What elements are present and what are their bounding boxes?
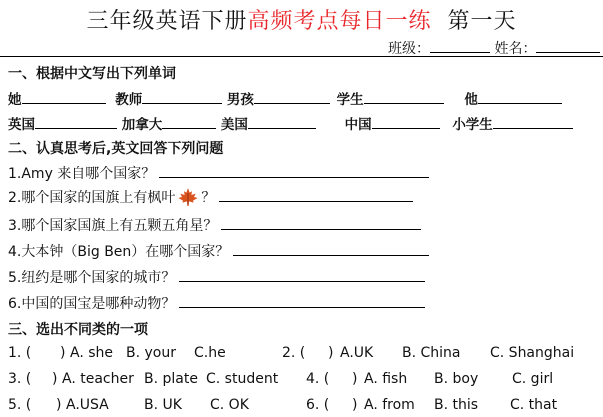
answer-line[interactable] (221, 215, 421, 230)
option-b[interactable]: B. plate (144, 371, 198, 387)
question-text: 4.大本钟（Big Ben）在哪个国家？ (8, 244, 230, 260)
word-prompt: 中国 (344, 117, 372, 133)
answer-blank[interactable] (248, 114, 316, 129)
answer-blank[interactable] (364, 89, 444, 104)
option-b[interactable]: B. your (126, 345, 176, 361)
option-b[interactable]: B. UK (144, 397, 182, 413)
option-c[interactable]: C. Shanghai (490, 345, 575, 361)
word-prompt: 学生 (336, 92, 364, 108)
choice-num: 6. ( (306, 397, 330, 413)
choice-close: ) (352, 371, 358, 387)
option-a[interactable]: A.UK (340, 345, 374, 361)
choice-num: 4. ( (306, 371, 330, 387)
option-a[interactable]: A.USA (66, 397, 109, 413)
word-row-1 (8, 88, 562, 108)
class-field[interactable] (430, 38, 490, 53)
option-b[interactable]: B. boy (434, 371, 479, 387)
option-c[interactable]: C.he (194, 345, 226, 361)
section2-heading: 二、认真思考后,英文回答下列问题 (8, 141, 224, 157)
option-a[interactable]: A. fish (364, 371, 408, 387)
choice-num: 1. ( (8, 345, 32, 361)
choice-num: 3. ( (8, 371, 32, 387)
class-label: 班级： (388, 41, 430, 57)
option-a[interactable]: A. teacher (62, 371, 134, 387)
choice-num: 2. ( (282, 345, 306, 361)
word-prompt: 他 (464, 92, 478, 108)
choice-close: ) (352, 397, 358, 413)
student-info (388, 38, 600, 58)
question-3 (8, 215, 421, 235)
name-field[interactable] (536, 38, 600, 53)
word-prompt: 小学生 (452, 117, 493, 133)
choice-num: 5. ( (8, 397, 32, 413)
section3-heading: 三、选出不同类的一项 (8, 322, 148, 338)
choice-close: ) (52, 371, 58, 387)
question-mark: ？ (201, 190, 216, 206)
option-c[interactable]: C. that (510, 397, 558, 413)
name-label: 姓名： (494, 41, 537, 57)
question-text: 5.纽约是哪个国家的城市？ (8, 270, 176, 286)
question-text: 6.中国的国宝是哪种动物？ (8, 296, 176, 312)
answer-blank[interactable] (162, 114, 216, 129)
word-prompt: 男孩 (226, 92, 254, 108)
choice-close: ) (328, 345, 334, 361)
question-4 (8, 241, 429, 261)
title-black: 三年级英语下册 (86, 9, 248, 34)
answer-blank[interactable] (22, 89, 106, 104)
answer-blank[interactable] (372, 114, 440, 129)
question-text: 2.哪个国家的国旗上有枫叶 (8, 190, 176, 206)
choice-close: ) (56, 397, 62, 413)
header-divider (0, 56, 603, 57)
title-red: 高频考点每日一练 (247, 9, 432, 34)
option-a[interactable]: A. from (364, 397, 415, 413)
answer-line[interactable] (179, 293, 425, 308)
word-prompt: 教师 (115, 92, 143, 108)
option-b[interactable]: B. this (434, 397, 479, 413)
answer-blank[interactable] (493, 114, 573, 129)
option-b[interactable]: B. China (402, 345, 461, 361)
question-1 (8, 163, 429, 183)
answer-blank[interactable] (35, 114, 117, 129)
answer-line[interactable] (233, 241, 429, 256)
option-c[interactable]: C. girl (512, 371, 554, 387)
word-prompt: 加拿大 (121, 117, 163, 133)
question-text: 1.Amy 来自哪个国家？ (8, 166, 156, 182)
word-prompt: 美国 (220, 117, 248, 133)
worksheet-title (0, 4, 603, 35)
answer-line[interactable] (159, 163, 429, 178)
answer-blank[interactable] (478, 89, 562, 104)
title-day: 第一天 (447, 9, 517, 34)
word-prompt: 英国 (8, 117, 35, 133)
choice-close: ) (60, 345, 66, 361)
word-row-2 (8, 113, 573, 133)
question-2 (8, 187, 413, 211)
answer-blank[interactable] (142, 89, 222, 104)
option-a[interactable]: A. she (70, 345, 114, 361)
section1-heading: 一、根据中文写出下列单词 (8, 66, 176, 82)
word-prompt: 她 (8, 92, 22, 108)
option-c[interactable]: C. OK (210, 397, 249, 413)
question-6 (8, 293, 425, 313)
answer-line[interactable] (179, 267, 425, 282)
option-c[interactable]: C. student (206, 371, 279, 387)
answer-line[interactable] (219, 187, 413, 202)
answer-blank[interactable] (254, 89, 330, 104)
maple-leaf-icon (177, 187, 199, 211)
question-text: 3.哪个国家国旗上有五颗五角星？ (8, 218, 218, 234)
question-5 (8, 267, 425, 287)
